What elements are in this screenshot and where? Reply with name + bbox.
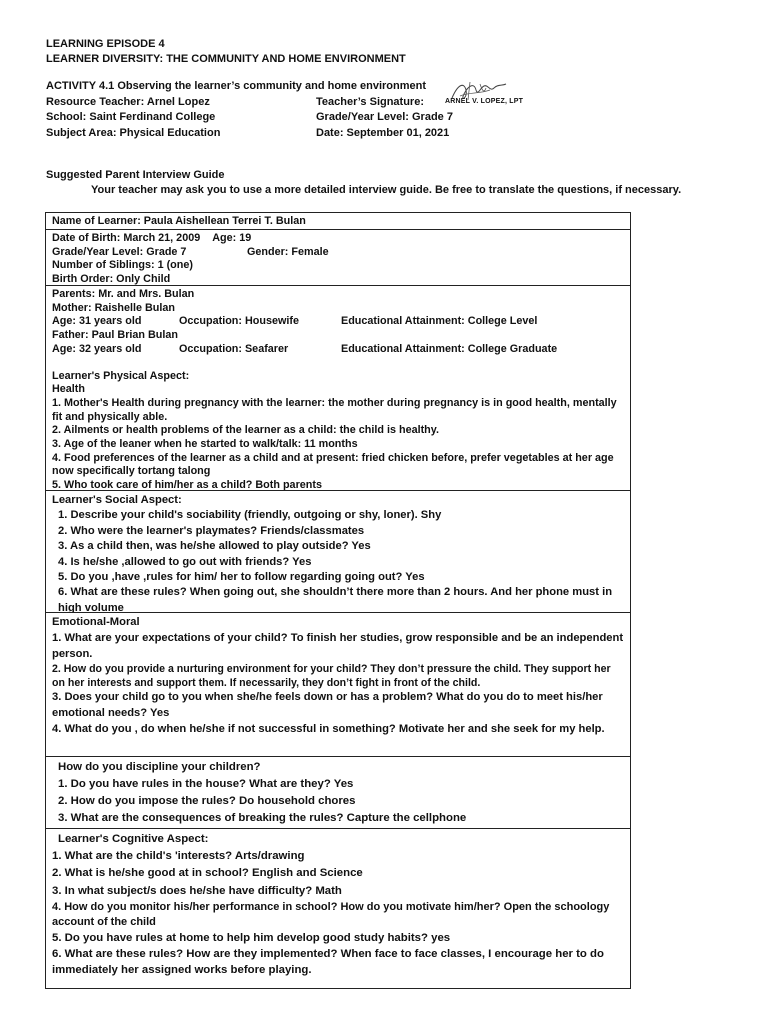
learner-details-section: [46, 229, 630, 285]
emotional-item: 2. How do you provide a nurturing environment for your child? They don’t pressure the child. They support her on her interests and support them. If necessarily, they don’t fight in front of the child.: [52, 663, 611, 690]
document-header: [46, 37, 406, 66]
mother-occupation: Occupation: Housewife: [179, 315, 299, 328]
cognitive-aspect-title: Learner's Cognitive Aspect:: [58, 833, 209, 845]
father-education: Educational Attainment: College Graduate: [341, 342, 558, 355]
signature-name: ARNEL V. LOPEZ, LPT: [445, 98, 524, 105]
social-item: 3. As a child then, was he/she allowed to play outside? Yes: [58, 540, 371, 553]
social-item: 6. What are these rules? When going out, she shouldn’t there more than 2 hours. And her phone must in high volume: [58, 586, 613, 612]
cognitive-aspect-section: [46, 828, 630, 988]
date-of-birth: Date of Birth: March 21, 2009: [52, 232, 201, 244]
social-item: 1. Describe your child's sociability (friendly, outgoing or shy, loner). Shy: [58, 509, 442, 522]
father-details-line: [52, 343, 624, 357]
guide-title: Suggested Parent Interview Guide: [46, 169, 225, 181]
cognitive-item: 5. Do you have rules at home to help him develop good study habits? yes: [52, 931, 451, 944]
episode-title: LEARNING EPISODE 4: [46, 38, 165, 50]
guide-intro: Your teacher may ask you to use a more detailed interview guide. Be free to translate the questions, if necessary.: [91, 184, 682, 196]
physical-item: 2. Ailments or health problems of the learner as a child: the child is healthy.: [52, 424, 439, 437]
mother-education: Educational Attainment: College Level: [341, 315, 538, 328]
number-of-siblings: Number of Siblings: 1 (one): [52, 259, 193, 272]
mother-details-line: [52, 315, 624, 329]
physical-item: 5. Who took care of him/her as a child? Both parents: [52, 479, 322, 490]
grade-gender-line: [52, 246, 624, 260]
emotional-moral-title: Emotional-Moral: [52, 616, 140, 628]
dob-age-line: [52, 232, 624, 246]
learner-name: Name of Learner: Paula Aishellean Terrei T. Bulan: [52, 215, 306, 227]
teacher-signature-label: Teacher’s Signature:: [316, 95, 424, 108]
cognitive-item: 1. What are the child's 'interests? Arts/drawing: [52, 850, 305, 863]
father-name: Father: Paul Brian Bulan: [52, 329, 178, 342]
learner-gender: Gender: Female: [247, 245, 329, 258]
physical-item: 1. Mother's Health during pregnancy with the learner: the mother during pregnancy is in good health, mentally fit and physically able.: [52, 396, 617, 423]
emotional-item: 3. Does your child go to you when she/he feels down or has a problem? What do you do to meet his/her emotional needs? Yes: [52, 691, 603, 720]
resource-teacher: Resource Teacher: Arnel Lopez: [46, 95, 210, 108]
birth-order: Birth Order: Only Child: [52, 273, 171, 285]
emotional-moral-section: [46, 612, 630, 756]
physical-item: 4. Food preferences of the learner as a child and at present: fried chicken before, prefer vegetables at her age now specifically tortang talong: [52, 451, 614, 478]
father-age: Age: 32 years old: [52, 342, 142, 355]
health-title: Health: [52, 383, 85, 396]
learner-grade: Grade/Year Level: Grade 7: [52, 245, 187, 258]
learner-name-row: [46, 213, 630, 229]
episode-subtitle: LEARNER DIVERSITY: THE COMMUNITY AND HOME ENVIRONMENT: [46, 52, 406, 65]
emotional-item: 4. What do you , do when he/she if not successful in something? Motivate her and she seek for my help.: [52, 722, 605, 735]
family-physical-section: [46, 285, 630, 490]
mother-name: Mother: Raishelle Bulan: [52, 301, 175, 314]
mother-age: Age: 31 years old: [52, 315, 142, 328]
social-item: 4. Is he/she ,allowed to go out with friends? Yes: [58, 555, 312, 568]
grade-level: Grade/Year Level: Grade 7: [316, 111, 453, 123]
discipline-item: 1. Do you have rules in the house? What are they? Yes: [58, 778, 354, 790]
parents-names: Parents: Mr. and Mrs. Bulan: [52, 288, 195, 300]
social-aspect-section: [46, 490, 630, 612]
interview-table: [45, 212, 631, 989]
discipline-section: [46, 756, 630, 828]
cognitive-item: 4. How do you monitor his/her performance in school? How do you motivate him/her? Open the schoology account of the child: [52, 900, 610, 928]
emotional-item: 1. What are your expectations of your child? To finish her studies, grow responsible and be an independent person.: [52, 631, 624, 660]
social-aspect-title: Learner's Social Aspect:: [52, 494, 182, 506]
physical-aspect-title: Learner's Physical Aspect:: [52, 369, 190, 382]
discipline-title: How do you discipline your children?: [58, 761, 261, 773]
discipline-item: 3. What are the consequences of breaking the rules? Capture the cellphone: [58, 812, 467, 824]
discipline-item: 2. How do you impose the rules? Do household chores: [58, 795, 356, 807]
cognitive-item: 2. What is he/she good at in school? English and Science: [52, 867, 363, 880]
cognitive-item: 6. What are these rules? How are they implemented? When face to face classes, I encourage her to do immediately her assigned works before playing.: [52, 948, 604, 976]
social-item: 2. Who were the learner's playmates? Friends/classmates: [58, 524, 365, 537]
subject-area: Subject Area: Physical Education: [46, 126, 221, 139]
social-item: 5. Do you ,have ,rules for him/ her to follow regarding going out? Yes: [58, 571, 425, 584]
physical-item: 3. Age of the leaner when he started to walk/talk: 11 months: [52, 438, 358, 451]
activity-title: ACTIVITY 4.1 Observing the learner’s community and home environment: [46, 80, 426, 92]
school-name: School: Saint Ferdinand College: [46, 111, 216, 123]
cognitive-item: 3. In what subject/s does he/she have difficulty? Math: [52, 884, 342, 897]
handwritten-signature: [424, 76, 534, 116]
father-occupation: Occupation: Seafarer: [179, 342, 289, 355]
learner-age: Age: 19: [212, 232, 252, 244]
activity-date: Date: September 01, 2021: [316, 126, 450, 139]
